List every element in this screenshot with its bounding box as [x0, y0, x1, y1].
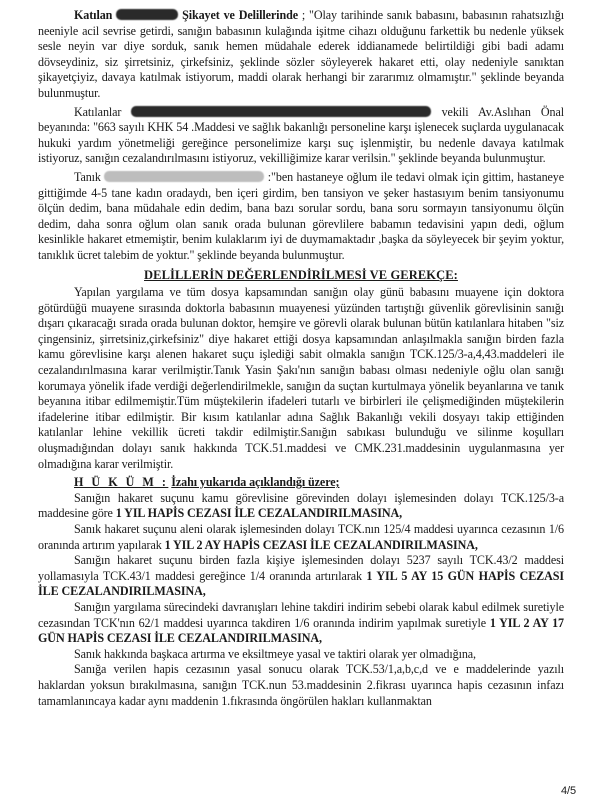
counsel-statement: Av.Aslıhan Önal beyanında: "663 sayılı KHK 54 .Maddesi ve sağlık bakanlığı personeline karşı işlenecek suçlarda uygulanacak hukuki yardım yönetmeliği gereğince personelimize karşı suç işlenmiştir, bu nedenle davaya katılmak istiyoruz, sanığın cezalandırılmasını istiyoruz, vekilliğimize karar verilsin." şeklinde beyanda bulunmuştur.	[38, 104, 565, 166]
sentence-1-penalty: 1 YIL HAPİS CEZASI İLE CEZALANDIRILMASINA,	[115, 506, 403, 521]
witness-label: Tanık	[74, 169, 105, 184]
complaint-label: Şikayet ve Delillerinde	[178, 8, 298, 22]
sentence-1-text: Sanığın hakaret suçunu kamu görevlisine görevinden dolayı işlemesinden dolayı TCK.125/3-a maddesine göre	[38, 490, 564, 521]
complaint-paragraph-1	[38, 8, 564, 102]
sentence-paragraph-2	[38, 522, 564, 553]
sentence-3-text: Sanığın hakaret suçunu birden fazla kişiye işlemesinden dolayı 5237 sayılı TCK.43/2 maddesi yollamasıyla TCK.43/1 maddesi gereğince 1/4 oranında artırılarak	[38, 553, 564, 583]
verdict-intro: İzahı yukarıda açıklandığı üzere;	[171, 475, 340, 490]
reasoning-paragraph: Yapılan yargılama ve tüm dosya kapsamından sanığın olay günü babasını muayene için doktora götürdüğü muayene sırasında doktorla babasının muayenesi yüzünden tartıştığı güvenlik görevlisinin sanığı dışarı çıkaracağı sırada orada bulunan doktor, hemşire ve görevli olarak bulunan bütün katılanlara hitaben "siz çingensiniz, şirretsiniz,çirkefsiniz" diye hakaret ettiği dosya kapsamından anlaşılmakla sanığın birden fazla kamu görevlisine karşı alenen hakaret suçu işlediği sabit olmakla sanığın TCK.125/3-a,4,43.maddeleri ile cezalandırılmasına karar verilmiştir.Tanık Yasin Şakı'nın sanığın babası olması nedeniyle oğlu olan sanığı korumaya yönelik ifade verdiği değerlendirilmekle, sanığın da suçtan kurtulmaya yönelik beyanlarına ve tanık beyanına itibar edilmemiştir.Tüm müştekilerin ifadeleri tutarlı ve birbirleri ile çelişmediğinden müştekilerin ifadelerine itibar edilmiştir. Bir kısım katılanlar adına Sağlık Bakanlığı vekili dosyayı takip ettiğinden katılanlar lehine vekillik ücreti takdir edilmiştir.Sanığın sabıkası bulunduğu ve silinme koşulları oluşmadığından dolayı sanık hakkında TCK.51.maddesi ve CMK.231.maddesinin uygulanmasına yer olmadığına karar verilmiştir.	[38, 285, 564, 471]
redacted-names	[131, 106, 431, 117]
sentence-paragraph-6: Sanığa verilen hapis cezasının yasal sonucu olarak TCK.53/1,a,b,c,d ve e maddelerinde yazılı haklardan yoksun bırakılmasına, sanığın TCK.nun 53.maddesinin 2.fikrası uyarınca hapis cezasının infazı tamamlanıncaya kadar aynı maddenin 1.fıkrasında öngörülen hakları kullanmaktan	[38, 662, 564, 708]
complainants-label: Katılanlar	[74, 104, 132, 119]
sentence-4-text: Sanığın yargılama sürecindeki davranışları lehine takdiri indirim sebebi olarak kabul edilmek suretiyle cezasından TCK'nın 62/1 maddesi uyarınca takdiren 1/6 oranında indirim yapılmak suretiyle	[38, 599, 564, 630]
section-heading: DELİLLERİN DEĞERLENDİRİLMESİ VE GEREKÇE:	[144, 267, 458, 282]
sentence-2-penalty: 1 YIL 2 AY HAPİS CEZASI İLE CEZALANDIRILMASINA,	[164, 537, 478, 552]
verdict-label: H Ü K Ü M :	[74, 475, 169, 490]
page-number: 4/5	[561, 785, 576, 798]
sentence-3-penalty: 1 YIL 5 AY 15 GÜN HAPİS CEZASI İLE CEZALANDIRILMASINA,	[38, 568, 564, 599]
sentence-paragraph-5: Sanık hakkında başkaca artırma ve eksiltmeye yasal ve taktiri olarak yer olmadığına,	[74, 646, 476, 661]
sentence-2-text: Sanık hakaret suçunu aleni olarak işlemesinden dolayı TCK.nın 125/4 maddesi uyarınca cezasının 1/6 oranında artırım yapılarak	[38, 522, 564, 552]
counsel-label: vekili	[431, 104, 469, 119]
verdict-heading	[38, 475, 564, 491]
complainant-label: Katılan	[74, 8, 117, 22]
complaint-text: ; "Olay tarihinde sanık babasını, babasının rahatsızlığı neeniyle acil sevrise getirdi, sanığın babasının kulağında işitme cihazı olduğunu farkettik bu nedenle yüksek sesle neyin var diye sorduk, sanık hemen müdahale ederek iddianamede belirtildiği gibi badi adamı dövseydiniz, siz şirretsiniz, çirkefsiniz, şeklinde sözler söyleyerek hakaret etti, olay nedeniyle sanıktan şikayetçiyiz, davaya katılmak istiyorum, maddi olarak herhangi bir zararımız olmamıştır." şeklinde beyanda bulunmuştur.	[38, 8, 564, 100]
witness-paragraph	[38, 170, 564, 264]
witness-statement: :"ben hastaneye oğlum ile tedavi olmak için gittim, hastaneye gittiğimde 4-5 tane kadın oradaydı, ben içeri girdim, ben tansiyon ve şeker hastasıyım benim tansiyonumu ölçün dedim, bana müdahale edin dedim, bana bazı sorular sordu, bana soru sormayın tansiyonumu ölçün dedim, daha sonra oğlum olan sanık orada bulunan görevlilere babamın tedavisini yapın dedi, oğlum kesinlikle hakaret etmemiştir, benim kulaklarım iyi de duymamaktadır ,başka da söyleyecek bir şeyim yoktur, tanıklık ücret talebim de yoktur." şeklinde beyanda bulunmuştur.	[38, 169, 565, 262]
sentence-paragraph-3	[38, 553, 564, 600]
sentence-paragraph-4	[38, 600, 564, 647]
redacted-name	[116, 9, 178, 20]
complaint-paragraph-2	[38, 105, 564, 167]
sentence-paragraph-1	[38, 491, 564, 522]
sentence-4-penalty: 1 YIL 2 AY 17 GÜN HAPİS CEZASI İLE CEZALANDIRILMASINA,	[38, 615, 564, 646]
redacted-witness-name	[104, 171, 264, 182]
